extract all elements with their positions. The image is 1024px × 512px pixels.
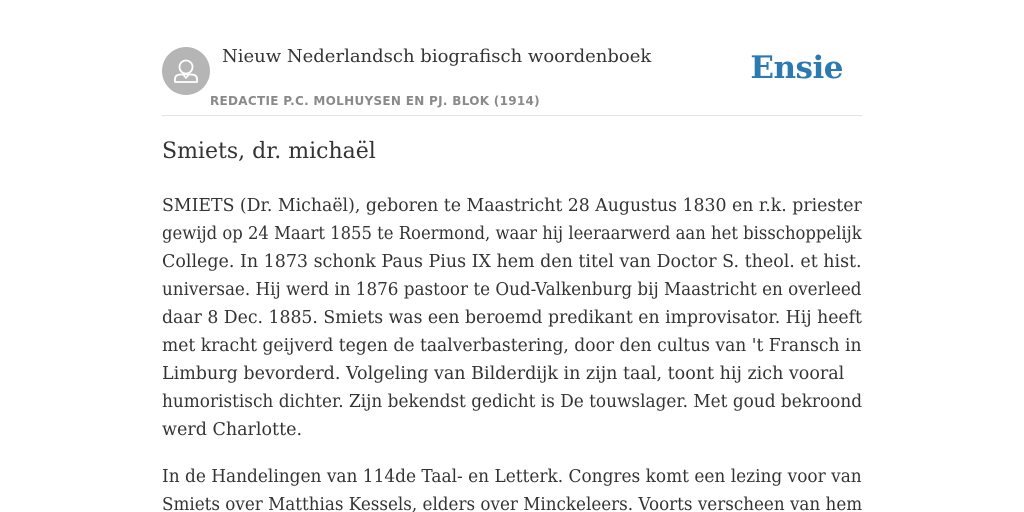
- paragraph-line: werd Charlotte.: [162, 420, 303, 440]
- paragraph-line: In de Handelingen van 114de Taal- en Letterk. Congres komt een lezing voor van: [162, 467, 862, 487]
- source-meta: REDACTIE P.C. MOLHUYSEN EN PJ. BLOK (1914): [210, 94, 540, 108]
- paragraph-line: humoristisch dichter. Zijn bekendst gedicht is De touwslager. Met goud bekroond: [162, 392, 863, 412]
- paragraph-line: met kracht geijverd tegen de taalverbastering, door den cultus van 't Fransch in: [162, 336, 862, 356]
- source-header: [162, 0, 862, 116]
- paragraph-line: SMIETS (Dr. Michaël), geboren te Maastricht 28 Augustus 1830 en r.k. priester: [162, 196, 862, 216]
- article-paragraph: [162, 463, 862, 512]
- article-paragraph: [162, 192, 862, 444]
- paragraph-line: College. In 1873 schonk Paus Pius IX hem den titel van Doctor S. theol. et hist.: [162, 252, 862, 272]
- paragraph-line: Smiets over Matthias Kessels, elders over Minckeleers. Voorts verscheen van hem: [162, 495, 863, 512]
- article-body: [162, 192, 862, 512]
- page-container: [162, 0, 863, 512]
- paragraph-line: Limburg bevorderd. Volgeling van Bilderdijk in zijn taal, toont hij zich vooral: [162, 364, 845, 384]
- article-title: Smiets, dr. michaël: [162, 139, 376, 164]
- paragraph-line: daar 8 Dec. 1885. Smiets was een beroemd predikant en improvisator. Hij heeft: [162, 308, 862, 328]
- paragraph-line: gewijd op 24 Maart 1855 te Roermond, waar hij leeraarwerd aan het bisschoppelijk: [162, 224, 862, 244]
- source-title[interactable]: Nieuw Nederlandsch biografisch woordenboek: [222, 46, 652, 67]
- paragraph-line: universae. Hij werd in 1876 pastoor te Oud-Valkenburg bij Maastricht en overleed: [162, 280, 862, 300]
- ensie-logo[interactable]: Ensie: [750, 50, 843, 86]
- user-avatar-icon: [162, 47, 210, 95]
